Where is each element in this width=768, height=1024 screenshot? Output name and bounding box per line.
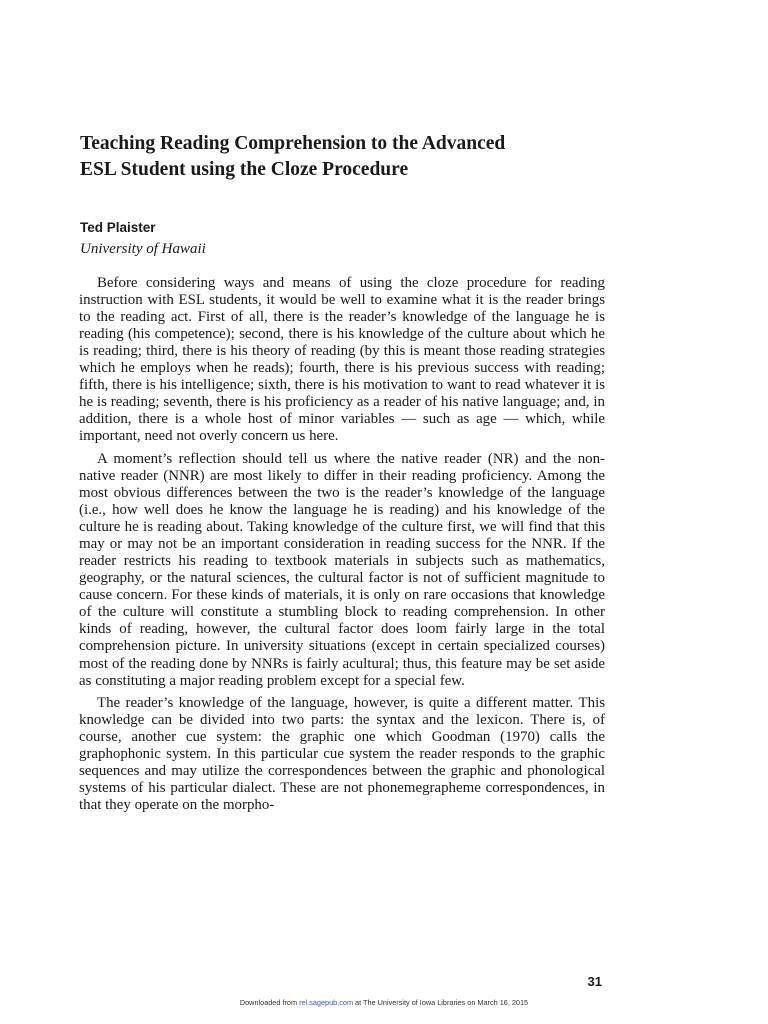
author-affiliation: University of Hawaii bbox=[80, 241, 206, 257]
article-title bbox=[80, 131, 640, 183]
page-number: 31 bbox=[587, 974, 602, 989]
body-paragraph-2: A moment’s reflection should tell us where the native reader (NR) and the non-native reader (NNR) are most likely to differ in their reading proficiency. Among the most obvious differences between the two is the reader’s knowledge of the language (i.e., how well does he know the language he is reading) and his knowledge of the culture he is reading about. Taking knowledge of the culture first, we will find that this may or may not be an important consideration in reading success for the NNR. If the reader restricts his reading to textbook materials in subjects such as mathematics, geography, or the natural sciences, the cultural factor is not of sufficient magnitude to cause concern. For these kinds of materials, it is only on rare occasions that knowledge of the culture will constitute a stumbling block to reading comprehension. In other kinds of reading, however, the cultural factor does loom fairly large in the total comprehension picture. In university situations (except in certain specialized courses) most of the reading done by NNRs is fairly acultural; thus, this feature may be set aside as constituting a major reading problem except for a special few. bbox=[79, 450, 605, 689]
download-footer bbox=[0, 998, 768, 1007]
author-name: Ted Plaister bbox=[80, 220, 156, 235]
article-title-line-1: Teaching Reading Comprehension to the Advanced bbox=[80, 133, 506, 154]
footer-prefix: Downloaded from bbox=[239, 998, 300, 1007]
article-title-line-2: ESL Student using the Cloze Procedure bbox=[80, 159, 409, 180]
footer-suffix: at The University of Iowa Libraries on March 16, 2015 bbox=[353, 998, 529, 1007]
footer-source-link[interactable]: rel.sagepub.com bbox=[299, 998, 354, 1007]
body-paragraph-1: Before considering ways and means of using the cloze procedure for reading instruction with ESL students, it would be well to examine what it is the reader brings to the reading act. First of all, there is the reader’s knowledge of the language he is reading (his competence); second, there is his knowledge of the culture about which he is reading; third, there is his theory of reading (by this is meant those reading strategies which he employs when he reads); fourth, there is his previous success with reading; fifth, there is his intelligence; sixth, there is his motivation to want to read whatever it is he is reading; seventh, there is his proficiency as a reader of his native language; and, in addition, there is a whole host of minor variables — such as age — which, while important, need not overly concern us here. bbox=[79, 275, 605, 445]
body-paragraph-3: The reader’s knowledge of the language, however, is quite a different matter. This knowledge can be divided into two parts: the syntax and the lexicon. There is, of course, another cue system: the graphic one which Goodman (1970) calls the graphophonic system. In this particular cue system the reader responds to the graphic sequences and may utilize the correspondences between the graphic and phonological systems of his particular dialect. These are not phonemegrapheme correspondences, in that they operate on the morpho- bbox=[79, 695, 605, 814]
article-body bbox=[79, 275, 605, 820]
